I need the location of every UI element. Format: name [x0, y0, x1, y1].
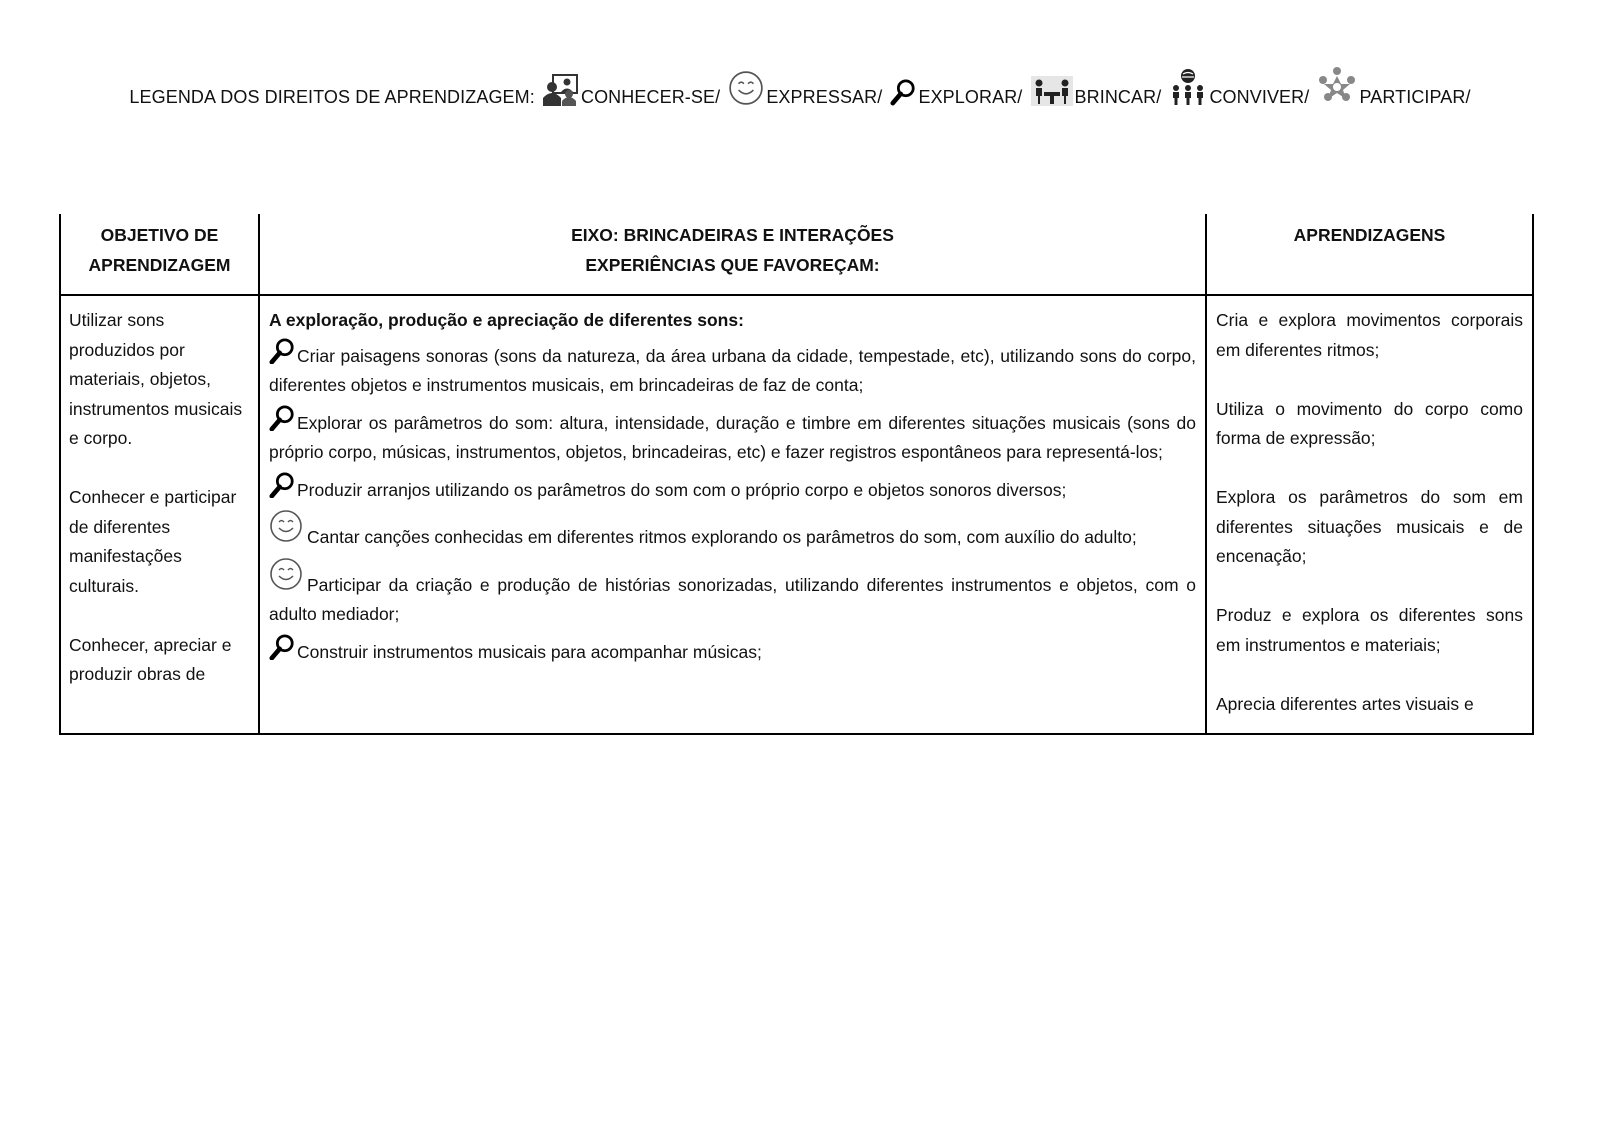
header-aprendizagens: APRENDIZAGENS [1206, 214, 1533, 295]
experiencia-text: Construir instrumentos musicais para acompanhar músicas; [297, 641, 762, 662]
experiencias-heading: A exploração, produção e apreciação de diferentes sons: [269, 310, 744, 330]
header-eixo-subtitle: EXPERIÊNCIAS QUE FAVOREÇAM: [585, 255, 880, 275]
magnifier-icon [890, 78, 916, 106]
smile-icon [728, 70, 764, 106]
table-row [60, 295, 1533, 734]
experiencia-text: Explorar os parâmetros do som: altura, intensidade, duração e timbre em diferentes situações musicais (sons do próprio corpo, músicas, instrumentos, objetos, brincadeiras, etc) e fazer registros espontâneos para representá-los; [269, 412, 1196, 462]
participar-icon [1317, 66, 1357, 106]
experiencia-item [269, 405, 1196, 468]
legend-item-brincar [1028, 76, 1162, 108]
experiencia-item [269, 634, 1196, 668]
objetivo-item: Conhecer, apreciar e produzir obras de [69, 634, 232, 684]
experiencia-text: Criar paisagens sonoras (sons da natureza, da área urbana da cidade, tempestade, etc), utilizando sons do corpo, diferentes objetos e instrumentos musicais, em brincadeiras de faz de conta; [269, 345, 1196, 395]
experiencia-item [269, 509, 1196, 553]
legend-label-conviver: CONVIVER/ [1209, 87, 1310, 107]
legend-label-expressar: EXPRESSAR/ [766, 87, 883, 107]
experiencia-text: Participar da criação e produção de histórias sonorizadas, utilizando diferentes instrumentos e objetos, com o adulto mediador; [269, 574, 1196, 624]
legend [0, 66, 1600, 108]
experiencia-text: Cantar canções conhecidas em diferentes ritmos explorando os parâmetros do som, com auxílio do adulto; [307, 527, 1137, 547]
legend-item-conhecer [540, 74, 720, 108]
learning-table [59, 214, 1534, 735]
legend-item-explorar [887, 78, 1022, 108]
experiencia-item [269, 338, 1196, 401]
header-eixo [259, 214, 1206, 295]
magnifier-icon [269, 634, 295, 660]
legend-title: LEGENDA DOS DIREITOS DE APRENDIZAGEM: [129, 87, 535, 107]
objetivos-cell [60, 295, 259, 734]
aprendizagem-item: Utiliza o movimento do corpo como forma de expressão; [1216, 398, 1523, 448]
aprendizagem-item: Aprecia diferentes artes visuais e [1216, 693, 1474, 714]
conhecer-icon [543, 74, 579, 106]
legend-item-conviver [1166, 68, 1309, 108]
aprendizagens-cell [1206, 295, 1533, 734]
conviver-icon [1169, 68, 1207, 106]
objetivo-item: Utilizar sons produzidos por materiais, objetos, instrumentos musicais e corpo. [69, 310, 243, 448]
experiencia-item [269, 472, 1196, 506]
header-objetivo: OBJETIVO DE APRENDIZAGEM [60, 214, 259, 295]
legend-label-brincar: BRINCAR/ [1074, 87, 1162, 107]
objetivo-item: Conhecer e participar de diferentes manifestações culturais. [69, 487, 237, 596]
table-header-row [60, 214, 1533, 295]
legend-item-participar [1314, 66, 1470, 108]
play-icon [1031, 76, 1073, 106]
smile-icon [269, 557, 303, 591]
magnifier-icon [269, 405, 295, 431]
smile-icon [269, 509, 303, 543]
aprendizagem-item: Cria e explora movimentos corporais em diferentes ritmos; [1216, 310, 1523, 360]
experiencia-text: Produzir arranjos utilizando os parâmetros do som com o próprio corpo e objetos sonoros diversos; [297, 479, 1067, 500]
experiencia-item [269, 557, 1196, 630]
magnifier-icon [269, 338, 295, 364]
aprendizagem-item: Explora os parâmetros do som em diferentes situações musicais e de encenação; [1216, 487, 1523, 566]
legend-item-expressar [725, 70, 882, 108]
header-eixo-title: EIXO: BRINCADEIRAS E INTERAÇÕES [571, 225, 894, 245]
legend-label-participar: PARTICIPAR/ [1359, 87, 1471, 107]
legend-label-conhecer: CONHECER-SE/ [580, 87, 721, 107]
magnifier-icon [269, 472, 295, 498]
aprendizagem-item: Produz e explora os diferentes sons em instrumentos e materiais; [1216, 605, 1523, 655]
legend-label-explorar: EXPLORAR/ [918, 87, 1023, 107]
experiencias-cell [259, 295, 1206, 734]
